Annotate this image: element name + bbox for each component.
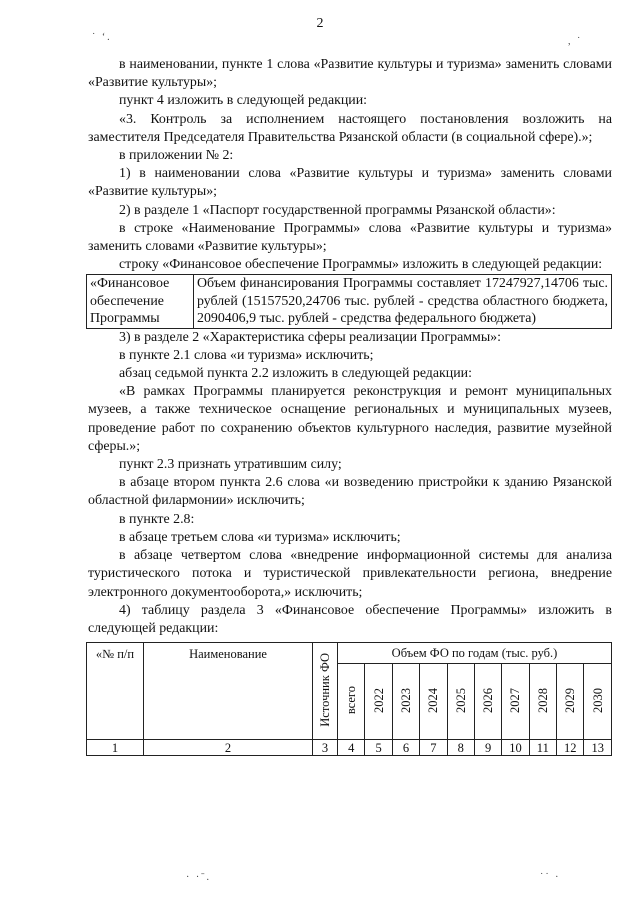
scan-speck: · ·ˉ. [186,872,211,883]
column-number: 8 [447,740,474,756]
column-number: 13 [584,740,612,756]
column-number: 5 [365,740,392,756]
header-year [529,664,556,740]
paragraph: в приложении № 2: [119,148,234,164]
paragraph: в абзаце третьем слова «и туризма» исключить; [119,529,401,545]
paragraph: в абзаце четвертом слова «внедрение информационной системы для анализа туристического потока и туристической привлекательности региона, внедрение электронного документооборота,» исключить; [88,548,612,600]
table-row [87,275,612,328]
fo-table [86,642,612,756]
finance-table [86,274,612,328]
column-number: 11 [529,740,556,756]
year-label: 2022 [371,687,386,713]
scan-speck: ˙˙ · [540,872,561,883]
paragraph: в наименовании, пункте 1 слова «Развитие культуры и туризма» заменить словами «Развитие культуры»; [88,57,612,91]
header-source [313,643,338,740]
year-label: 2023 [398,687,413,713]
column-number: 6 [392,740,419,756]
year-label: 2024 [426,687,441,713]
column-number: 2 [144,740,313,756]
header-volume: Объем ФО по годам (тыс. руб.) [338,643,612,664]
finance-label-cell: «Финансовое обеспечение Программы [87,275,194,328]
paragraph: «В рамках Программы планируется реконструкция и ремонт муниципальных музеев, а также техническое оснащение региональных и муниципальных музеев, проведение работ по сохранению объектов культурного наследия, развитие музейной сферы.»; [88,384,612,454]
year-label: 2026 [481,687,496,713]
table-number-row [87,740,612,756]
paragraph: в пункте 2.1 слова «и туризма» исключить; [119,347,374,363]
column-number: 7 [420,740,447,756]
scan-speck: , ˙ [568,36,583,47]
paragraph: 1) в наименовании слова «Развитие культуры и туризма» заменить словами «Развитие культуры»; [88,166,612,200]
year-label: 2027 [508,687,523,713]
paragraph: в абзаце втором пункта 2.6 слова «и возведению пристройки к зданию Рязанской областной филармонии» исключить; [88,475,612,509]
column-number: 1 [87,740,144,756]
header-name: Наименование [144,643,313,740]
column-number: 3 [313,740,338,756]
paragraph: 3) в разделе 2 «Характеристика сферы реализации Программы»: [119,329,501,345]
finance-text-cell: Объем финансирования Программы составляет 17247927,14706 тыс. рублей (15157520,24706 тыс. рублей - средства областного бюджета, 2090406,9 тыс. рублей - средства федерального бюджета) [194,275,612,328]
paragraph: в пункте 2.8: [119,511,195,527]
header-year [474,664,501,740]
header-year [392,664,419,740]
column-number: 9 [474,740,501,756]
year-label: 2028 [535,687,550,713]
column-number: 10 [502,740,529,756]
header-year [365,664,392,740]
scan-speck: ˙ ʻ. [92,32,112,43]
header-year [420,664,447,740]
header-year [557,664,584,740]
paragraph: 4) таблицу раздела 3 «Финансовое обеспечение Программы» изложить в следующей редакции: [88,602,612,636]
column-number: 12 [557,740,584,756]
paragraph: строку «Финансовое обеспечение Программы» изложить в следующей редакции: [119,257,603,273]
column-number: 4 [338,740,365,756]
paragraph: 2) в разделе 1 «Паспорт государственной программы Рязанской области»: [119,202,556,218]
header-year [447,664,474,740]
year-label: 2030 [590,687,605,713]
header-total [338,664,365,740]
page-number: 2 [316,16,324,31]
year-label: 2025 [453,687,468,713]
paragraph: пункт 4 изложить в следующей редакции: [119,93,368,109]
header-num: «№ п/п [87,643,144,740]
paragraph: абзац седьмой пункта 2.2 изложить в следующей редакции: [119,366,472,382]
header-year [584,664,612,740]
header-source-label: Источник ФО [318,652,332,727]
year-label: 2029 [563,687,578,713]
document-body [88,56,612,756]
table-header-row [87,643,612,664]
paragraph: «3. Контроль за исполнением настоящего постановления возложить на заместителя Председателя Правительства Рязанской области (в социальной сфере).»; [88,111,612,145]
paragraph: пункт 2.3 признать утратившим силу; [119,457,342,473]
paragraph: в строке «Наименование Программы» слова «Развитие культуры и туризма» заменить словами «Развитие культуры»; [88,220,612,255]
header-year [502,664,529,740]
header-total-label: всего [344,686,359,715]
